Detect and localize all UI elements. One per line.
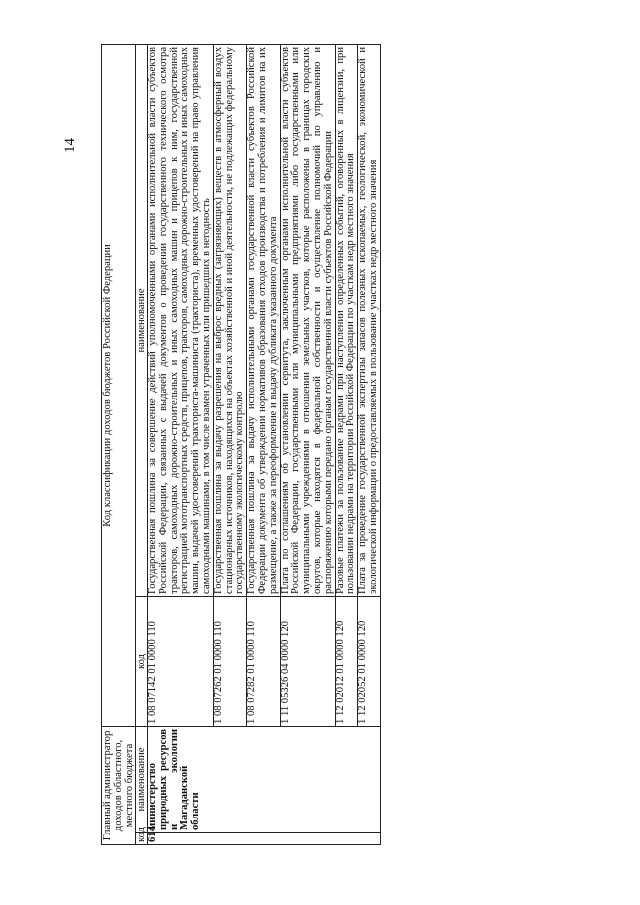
- header-class-code: код: [136, 596, 148, 726]
- revenue-classification-table: [101, 44, 381, 845]
- income-name-cell: Государственная пошлина за выдачу разрешения на выброс вредных (загрязняющих) веществ в атмосферный воздух стационарных источников, находящихся на объектах хозяйственной и иной деятельности, не подлежащих федеральному государственному экологическому контролю: [213, 44, 246, 596]
- header-admin-group: Главный администратор доходов областного, местного бюджета: [102, 726, 136, 844]
- income-name-cell: Разовые платежи за пользование недрами при наступлении определенных событий, оговоренных в лицензии, при пользовании недрами на территории Российской Федерации по участкам недр местного значения: [335, 44, 358, 596]
- table-row: [280, 44, 335, 844]
- page-number: 14: [62, 138, 78, 153]
- table-row: [213, 44, 246, 844]
- table-row: [335, 44, 358, 844]
- admin-name-cell: министерство природных ресурсов и экологии Магаданской области: [148, 726, 381, 832]
- income-code-cell: 1 12 02052 01 0000 120: [358, 596, 381, 726]
- income-name-cell: Государственная пошлина за выдачу исполнительными органами государственной власти субъектов Российской Федерации документа об утверждении нормативов образования отходов производства и потребления и лимитов на их размещение, а также за переоформление и выдачу дубликата указанного документа: [247, 44, 280, 596]
- income-name-cell: Государственная пошлина за совершение действий уполномоченными органами исполнительной власти субъектов Российской Федерации, связанных с выдачей документов о проведении государственного технического осмотра тракторов, самоходных дорожно-строительных и иных самоходных машин и прицепов к ним, государственной регистрацией мототранспортных средств, прицепов, тракторов, самоходных дорожно-строительных и иных самоходных машин, выдачей удостоверений тракториста-машиниста (тракториста), временных удостоверений на право управления самоходными машинами, в том числе взамен утраченных или пришедших в негодность: [148, 44, 214, 596]
- income-code-cell: 1 11 05326 04 0000 120: [280, 596, 335, 726]
- table-row: [148, 44, 214, 844]
- income-name-cell: Плата по соглашениям об установлении сервитута, заключенным органами исполнительной власти субъектов Российской Федерации, государственными или муниципальными предприятиями либо государственными или муниципальными учреждениями в отношении земельных участков, которые расположены в границах городских округов, которые находятся в федеральной собственности и осуществление полномочий по управлению и распоряжению которыми передано органам государственной власти субъектов Российской Федерации: [280, 44, 335, 596]
- table-row: [247, 44, 280, 844]
- income-code-cell: 1 08 07262 01 0000 110: [213, 596, 246, 726]
- header-class-name: наименование: [136, 44, 148, 596]
- header-classification-group: Код классификации доходов бюджетов Российской Федерации: [102, 44, 136, 726]
- income-code-cell: 1 08 07142 01 0000 110: [148, 596, 214, 726]
- income-code-cell: 1 08 07282 01 0000 110: [247, 596, 280, 726]
- income-code-cell: 1 12 02012 01 0000 120: [335, 596, 358, 726]
- header-admin-code: код: [136, 833, 148, 845]
- rotated-page-content: [101, 45, 575, 845]
- table-row: [358, 44, 381, 844]
- header-admin-name: наименование: [136, 726, 148, 832]
- admin-code-cell: 614: [148, 833, 381, 845]
- income-name-cell: Плата за проведение государственной экспертизы запасов полезных ископаемых, геологической, экономической и экологической информации о предоставляемых в пользование участках недр местного значения: [358, 44, 381, 596]
